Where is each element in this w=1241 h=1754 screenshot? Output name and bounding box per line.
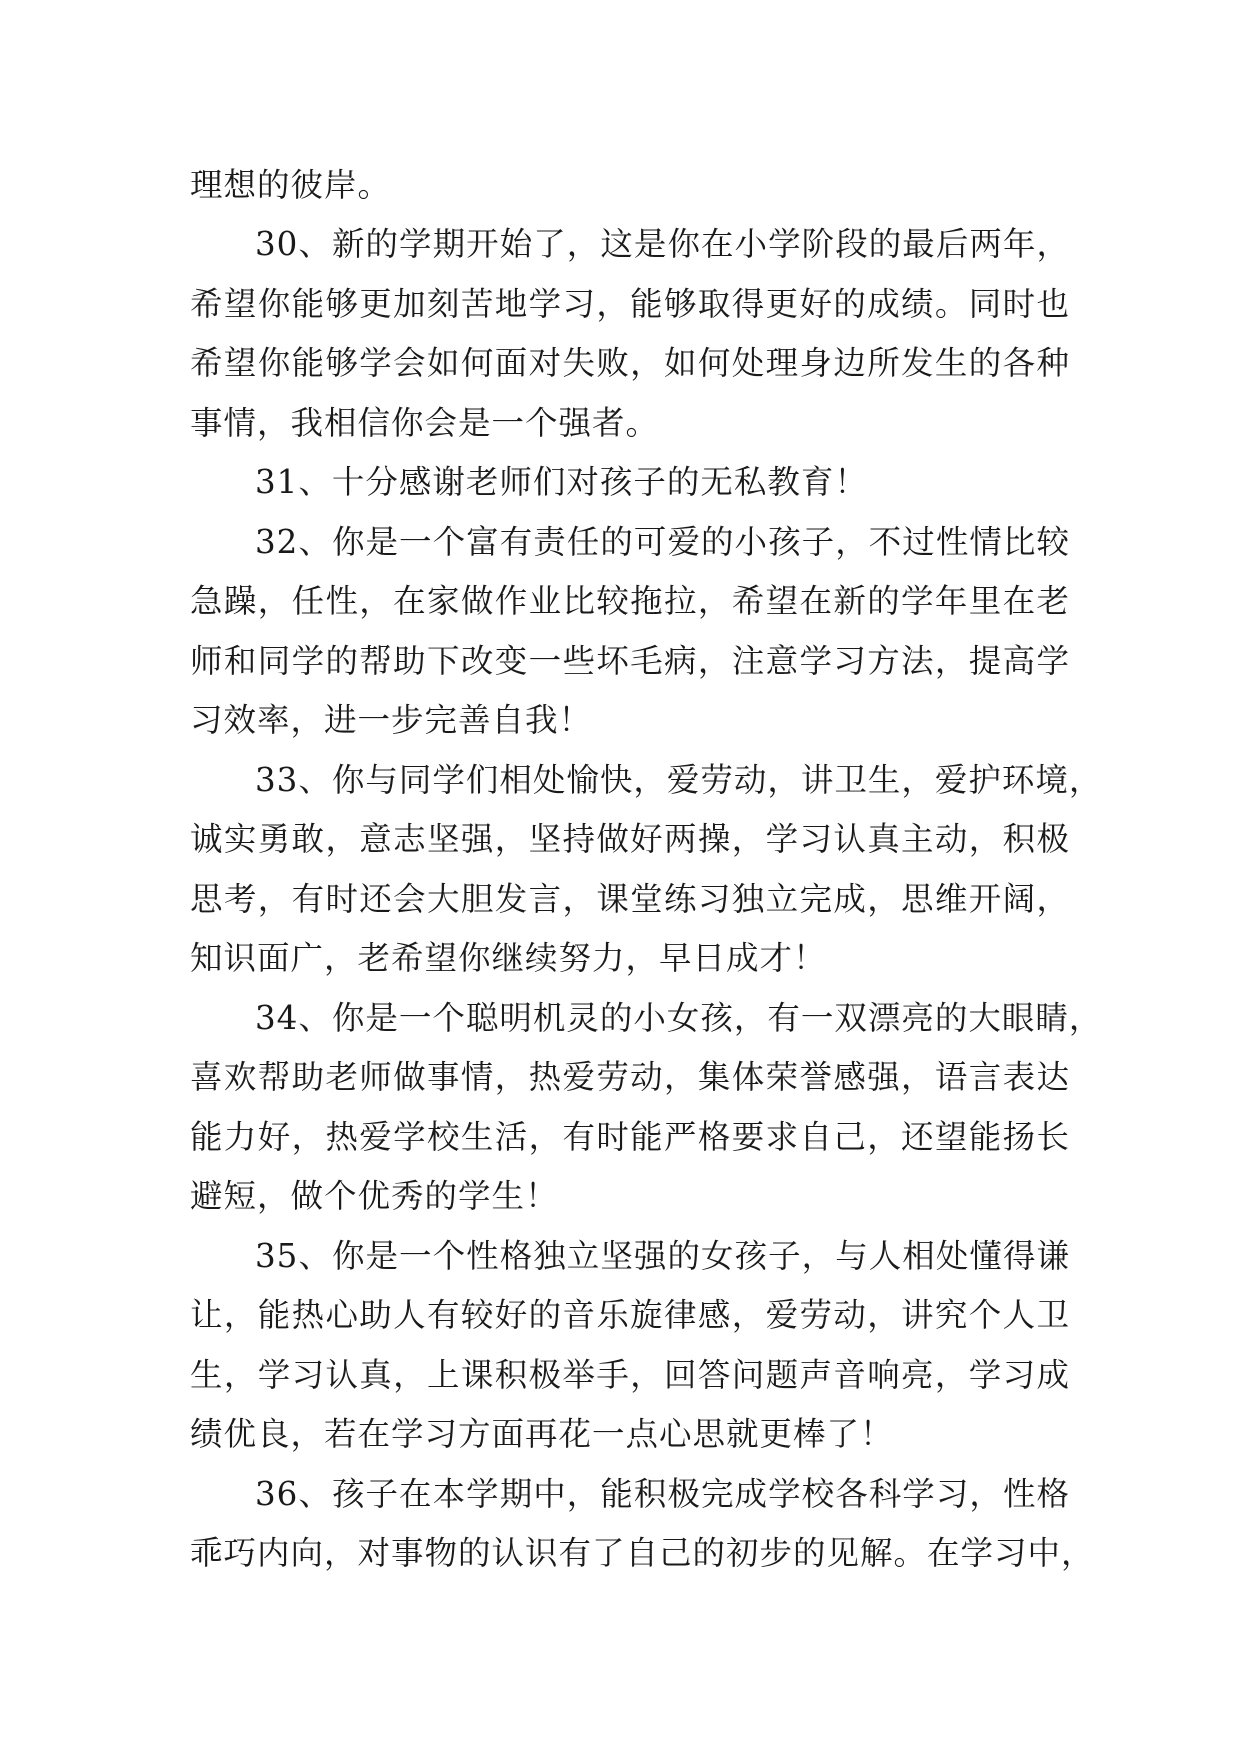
text-line: 能力好，热爱学校生活，有时能严格要求自己，还望能扬长 <box>190 1118 1070 1156</box>
text-line: 事情，我相信你会是一个强者。 <box>190 404 660 442</box>
text-line: 34、你是一个聪明机灵的小女孩，有一双漂亮的大眼睛， <box>255 999 1103 1037</box>
text-line: 知识面广，老希望你继续努力，早日成才！ <box>190 939 827 977</box>
text-line: 生，学习认真，上课积极举手，回答问题声音响亮，学习成 <box>190 1356 1070 1394</box>
text-line: 31、十分感谢老师们对孩子的无私教育！ <box>255 463 868 501</box>
text-line: 希望你能够学会如何面对失败，如何处理身边所发生的各种 <box>190 344 1070 382</box>
text-line: 32、你是一个富有责任的可爱的小孩子，不过性情比较 <box>255 523 1070 561</box>
text-line: 理想的彼岸。 <box>190 166 392 204</box>
text-line: 绩优良，若在学习方面再花一点心思就更棒了！ <box>190 1415 894 1453</box>
text-line: 思考，有时还会大胆发言，课堂练习独立完成，思维开阔， <box>190 880 1070 918</box>
text-line: 诚实勇敢，意志坚强，坚持做好两操，学习认真主动，积极 <box>190 820 1070 858</box>
text-line: 师和同学的帮助下改变一些坏毛病，注意学习方法，提高学 <box>190 642 1070 680</box>
text-line: 33、你与同学们相处愉快，爱劳动，讲卫生，爱护环境， <box>255 761 1103 799</box>
text-line: 36、孩子在本学期中，能积极完成学校各科学习，性格 <box>255 1475 1070 1513</box>
text-line: 喜欢帮助老师做事情，热爱劳动，集体荣誉感强，语言表达 <box>190 1058 1070 1096</box>
text-line: 让，能热心助人有较好的音乐旋律感，爱劳动，讲究个人卫 <box>190 1296 1070 1334</box>
text-line: 避短，做个优秀的学生！ <box>190 1177 559 1215</box>
text-line: 30、新的学期开始了，这是你在小学阶段的最后两年， <box>255 225 1070 263</box>
text-line: 急躁，任性，在家做作业比较拖拉，希望在新的学年里在老 <box>190 582 1070 620</box>
text-line: 乖巧内向，对事物的认识有了自己的初步的见解。在学习中， <box>190 1534 1095 1572</box>
text-line: 35、你是一个性格独立坚强的女孩子，与人相处懂得谦 <box>255 1237 1070 1275</box>
text-line: 希望你能够更加刻苦地学习，能够取得更好的成绩。同时也 <box>190 285 1070 323</box>
text-line: 习效率，进一步完善自我！ <box>190 701 593 739</box>
